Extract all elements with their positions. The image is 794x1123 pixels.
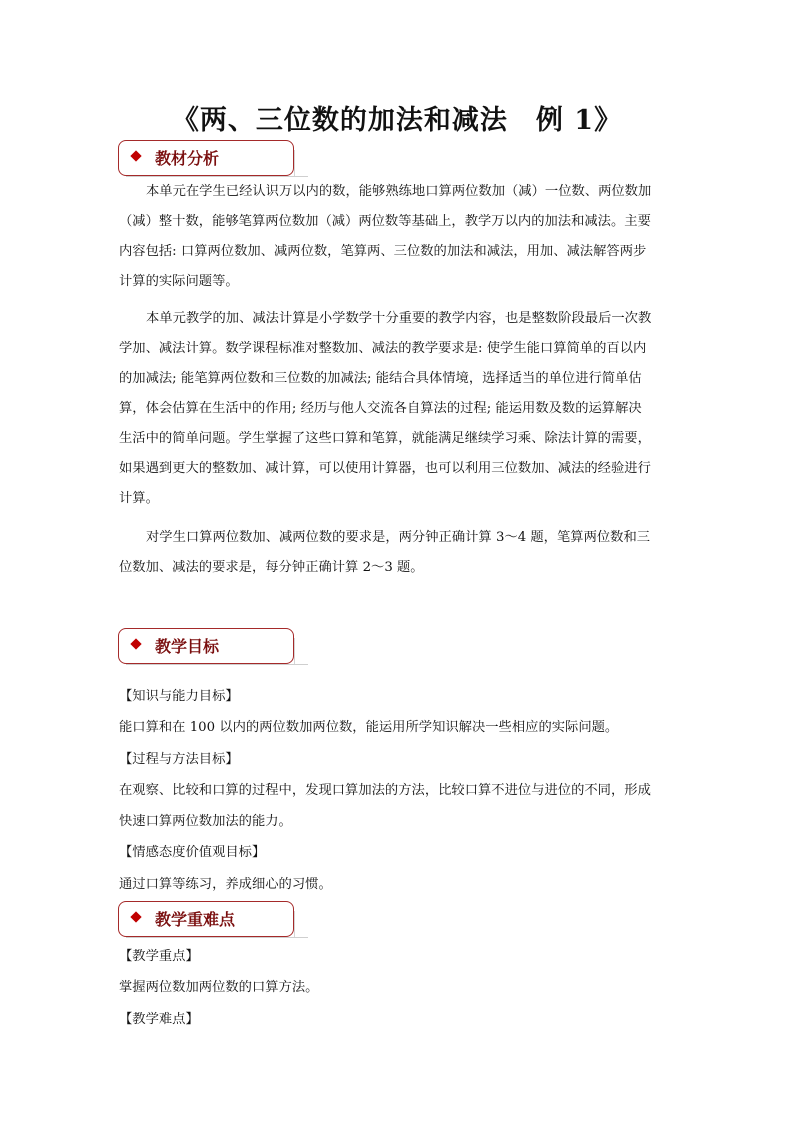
text-line: 算，体会估算在生活中的作用; 经历与他人交流各自算法的过程; 能运用数及数的运算解决	[119, 401, 642, 416]
difficult-heading: 【教学难点】	[119, 1012, 199, 1027]
text-line: 本单元教学的加、减法计算是小学数学十分重要的教学内容，也是整数阶段最后一次教	[146, 311, 652, 326]
emotion-heading: 【情感态度价值观目标】	[119, 845, 266, 860]
text-line: 的加减法; 能笔算两位数和三位数的加减法; 能结合具体情境，选择适当的单位进行简单估	[119, 371, 642, 386]
text-line: 生活中的简单问题。学生掌握了这些口算和笔算，就能满足继续学习乘、除法计算的需要，	[119, 431, 651, 446]
section-header-shadow	[294, 911, 295, 937]
section-header-key-points	[118, 901, 306, 939]
knowledge-text: 能口算和在 100 以内的两位数加两位数，能运用所学知识解决一些相应的实际问题。	[119, 720, 619, 735]
text-line: 学加、减法计算。数学课程标准对整数加、减法的教学要求是: 使学生能口算简单的百以内	[119, 341, 647, 356]
text-line: 本单元在学生已经认识万以内的数，能够熟练地口算两位数加（减）一位数、两位数加	[146, 184, 652, 199]
section-header-shadow	[294, 150, 295, 176]
section-title: 教学目标	[155, 637, 220, 656]
text-line: 位数加、减法的要求是，每分钟正确计算 2～3 题。	[119, 560, 424, 575]
section-title: 教学重难点	[155, 910, 236, 929]
text-line: 对学生口算两位数加、减两位数的要求是，两分钟正确计算 3～4 题，笔算两位数和三	[146, 530, 651, 545]
process-text-line: 在观察、比较和口算的过程中，发现口算加法的方法，比较口算不进位与进位的不同，形成	[119, 783, 651, 798]
section-header-objectives	[118, 628, 306, 666]
knowledge-heading: 【知识与能力目标】	[119, 689, 239, 704]
section-header-shadow	[126, 664, 308, 665]
analysis-paragraph-2	[119, 304, 679, 514]
process-text-line: 快速口算两位数加法的能力。	[119, 814, 292, 829]
analysis-paragraph-3	[119, 523, 679, 583]
section-header-shadow	[126, 937, 308, 938]
section-header-analysis	[118, 140, 306, 178]
analysis-paragraph-1	[119, 177, 679, 297]
section-header-shadow	[294, 638, 295, 664]
text-line: 如果遇到更大的整数加、减计算，可以使用计算器，也可以利用三位数加、减法的经验进行	[119, 461, 651, 476]
process-heading: 【过程与方法目标】	[119, 752, 239, 767]
text-line: 内容包括: 口算两位数加、减两位数，笔算两、三位数的加法和减法，用加、减法解答两步	[119, 244, 647, 259]
key-heading: 【教学重点】	[119, 949, 199, 964]
emotion-text: 通过口算等练习，养成细心的习惯。	[119, 877, 332, 892]
key-text: 掌握两位数加两位数的口算方法。	[119, 980, 319, 995]
text-line: 计算的实际问题等。	[119, 274, 239, 289]
document-title: 《两、三位数的加法和减法 例 1》	[171, 105, 623, 136]
text-line: 计算。	[119, 491, 159, 506]
section-title: 教材分析	[155, 149, 220, 168]
text-line: （减）整十数，能够笔算两位数加（减）两位数等基础上，教学万以内的加法和减法。主要	[119, 214, 651, 229]
